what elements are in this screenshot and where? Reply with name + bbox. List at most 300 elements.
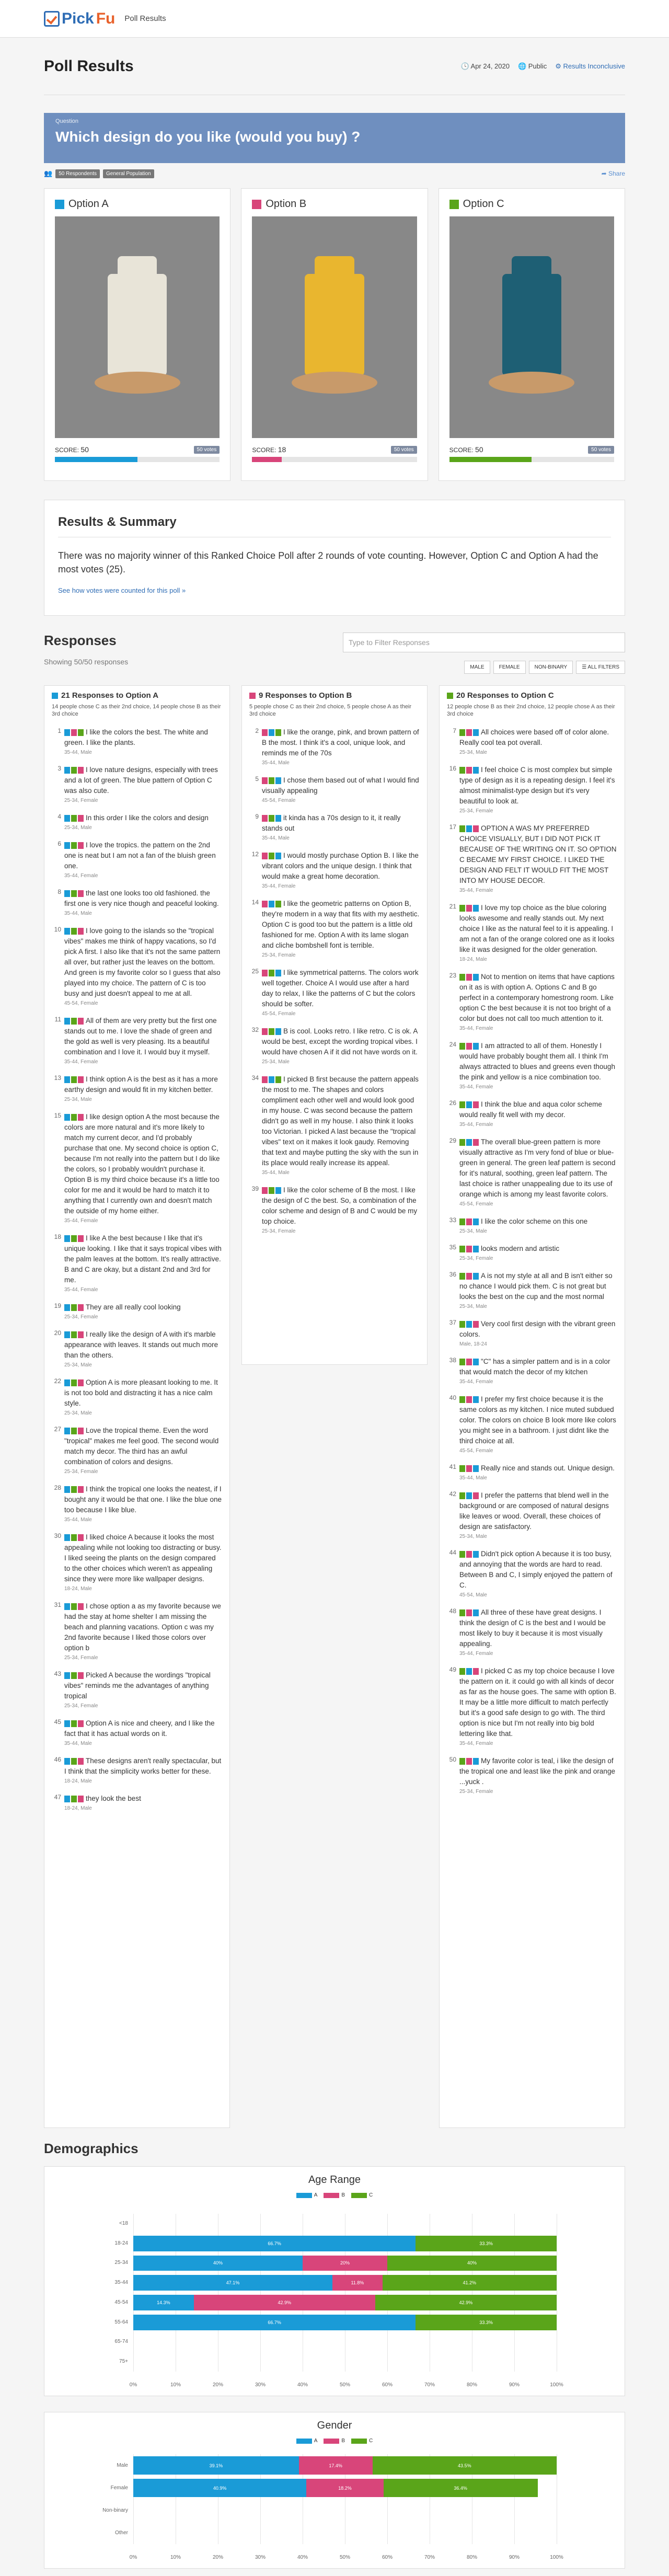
tick-label: 90% bbox=[509, 2555, 520, 2560]
bar-segment: 17.4% bbox=[299, 2456, 373, 2475]
list-item[interactable] bbox=[447, 1607, 617, 1657]
response-text: All three of these have great designs. I think the design of C is the best and I would be most likely to buy it because it is most visually appealing. bbox=[459, 1608, 606, 1648]
tick-label: 60% bbox=[382, 2382, 393, 2388]
tick-label: 80% bbox=[466, 2555, 478, 2560]
option-name: Option B bbox=[266, 198, 307, 210]
respondent-demographic: 35-44, Female bbox=[459, 1741, 493, 1746]
response-text: These designs aren't really spectacular, but I think that the simplicity works better for these. bbox=[64, 1757, 222, 1775]
ranking-icons bbox=[459, 1218, 479, 1225]
response-text: I like the color scheme on this one bbox=[481, 1217, 588, 1225]
response-text: I like the colors the best. The white and green. I like the plants. bbox=[64, 728, 208, 746]
bar-segment: 40% bbox=[133, 2256, 303, 2271]
vote-count-link[interactable]: See how votes were counted for this poll » bbox=[58, 586, 186, 594]
list-item[interactable] bbox=[447, 972, 617, 1031]
respondent-demographic: 45-54, Female bbox=[262, 798, 296, 803]
bar-segment: 20% bbox=[303, 2256, 387, 2271]
list-item[interactable] bbox=[249, 968, 420, 1017]
respondent-demographic: 25-34, Male bbox=[459, 1534, 487, 1539]
ranking-icons bbox=[459, 1043, 479, 1050]
bar-segment: 14.3% bbox=[133, 2295, 194, 2310]
bar-segment: 43.5% bbox=[373, 2456, 557, 2475]
row-label: 45-54 bbox=[114, 2299, 128, 2305]
response-number: 2 bbox=[255, 727, 259, 734]
response-number: 34 bbox=[251, 1074, 259, 1082]
list-item[interactable] bbox=[447, 1041, 617, 1090]
teapot-image bbox=[252, 216, 417, 438]
response-number: 15 bbox=[54, 1112, 61, 1119]
response-text: Really nice and stands out. Unique design. bbox=[481, 1464, 615, 1472]
respondent-demographic: 35-44, Female bbox=[64, 1287, 98, 1293]
ranking-icons bbox=[64, 1720, 84, 1727]
ranking-icons bbox=[262, 970, 281, 976]
response-text: I chose them based out of what I would find visually appealing bbox=[262, 776, 419, 795]
respondent-demographic: 25-34, Female bbox=[459, 1789, 493, 1795]
legend-item: A bbox=[296, 2192, 318, 2198]
respondent-demographic: 35-44, Male bbox=[262, 760, 290, 766]
row-label: Non-binary bbox=[102, 2507, 128, 2513]
list-item[interactable] bbox=[52, 1016, 222, 1065]
response-number: 28 bbox=[54, 1484, 61, 1491]
response-text: OPTION A WAS MY PREFERRED CHOICE VISUALLY, BUT I DID NOT PICK IT BECAUSE OF THE WRITING ON IT. SO OPTION C BECAME MY FIRST CHOICE. I LIKED THE DESIGN AND FELT IT WOULD FIT THE MOST INTO MY HOUSE DECOR. bbox=[459, 824, 617, 884]
respondent-demographic: 25-34, Male bbox=[459, 1304, 487, 1309]
chart-legend bbox=[44, 2438, 625, 2444]
ranking-icons bbox=[64, 890, 84, 897]
option-color-swatch bbox=[52, 693, 58, 699]
respondent-demographic: 35-44, Male bbox=[459, 1475, 487, 1481]
ranking-icons bbox=[459, 1321, 479, 1328]
response-number: 29 bbox=[449, 1137, 456, 1144]
response-number: 26 bbox=[449, 1099, 456, 1107]
respondent-demographic: 18-24, Male bbox=[64, 1806, 92, 1811]
ranking-icons bbox=[64, 1076, 84, 1083]
respondent-demographic: 25-34, Male bbox=[64, 1410, 92, 1416]
ranking-icons bbox=[64, 729, 84, 736]
bar-segment: 66.7% bbox=[133, 2315, 416, 2330]
respondent-demographic: 35-44, Female bbox=[459, 1651, 493, 1657]
respondent-demographic: 25-34, Female bbox=[64, 1469, 98, 1475]
respondent-demographic: 25-34, Male bbox=[262, 1059, 290, 1065]
bar-segment: 66.7% bbox=[133, 2236, 416, 2251]
response-text: In this order I like the colors and design bbox=[86, 814, 209, 822]
list-item[interactable] bbox=[52, 1484, 222, 1523]
list-item[interactable] bbox=[447, 1463, 617, 1481]
response-text: Love the tropical theme. Even the word "tropical" makes me feel good. The second would match my decor. The third has an awful combination of colors and designs. bbox=[64, 1427, 219, 1466]
plot-area bbox=[102, 2454, 563, 2560]
row-label: 55-64 bbox=[114, 2319, 128, 2325]
list-item[interactable] bbox=[249, 899, 420, 958]
ranking-icons bbox=[262, 1076, 281, 1083]
response-number: 11 bbox=[54, 1016, 61, 1023]
response-number: 25 bbox=[251, 968, 259, 975]
respondent-demographic: 25-34, Female bbox=[459, 808, 493, 814]
tick-label: 40% bbox=[297, 2555, 308, 2560]
filter-input[interactable]: Type to Filter Responses bbox=[343, 632, 625, 652]
response-number: 30 bbox=[54, 1532, 61, 1539]
list-item[interactable] bbox=[447, 1099, 617, 1128]
list-item[interactable] bbox=[447, 1490, 617, 1539]
response-text: looks modern and artistic bbox=[481, 1245, 560, 1252]
list-item[interactable] bbox=[52, 926, 222, 1006]
teapot-image bbox=[55, 216, 220, 438]
response-number: 17 bbox=[449, 823, 456, 831]
response-number: 41 bbox=[449, 1463, 456, 1470]
respondent-demographic: 35-44, Female bbox=[64, 1218, 98, 1224]
response-text: Option A is nice and cheery, and I like the fact that it has actual words on it. bbox=[64, 1719, 215, 1738]
all-filters-button[interactable]: ☰ ALL FILTERS bbox=[576, 661, 625, 674]
list-item[interactable] bbox=[447, 1666, 617, 1746]
response-text: Picked A because the wordings "tropical vibes" reminds me the advantages of anything tropical bbox=[64, 1671, 211, 1700]
response-text: I chose option a as my favorite because we had the stay at home shelter I am missing the beach and planning vacations. Option c was my 2nd favorite because I liked those colors over option b bbox=[64, 1602, 221, 1652]
share-link[interactable]: ➦ Share bbox=[601, 170, 625, 177]
list-item[interactable] bbox=[447, 1394, 617, 1454]
list-item[interactable] bbox=[447, 1549, 617, 1598]
list-item[interactable] bbox=[249, 1185, 420, 1234]
respondent-demographic: 25-34, Female bbox=[64, 1314, 98, 1320]
chart-legend bbox=[44, 2192, 625, 2198]
score-readout: SCORE: 50 bbox=[55, 445, 89, 454]
bar-segment: 42.9% bbox=[375, 2295, 557, 2310]
column-description: 12 people chose B as their 2nd choice, 12 people chose A as their 3rd choice bbox=[447, 704, 615, 717]
list-item[interactable] bbox=[52, 765, 222, 803]
tick-label: 10% bbox=[170, 2382, 181, 2388]
list-item[interactable] bbox=[447, 1271, 617, 1309]
response-text: the last one looks too old fashioned. the first one is very nice though and peaceful looking. bbox=[64, 889, 219, 907]
row-label: 75+ bbox=[119, 2359, 128, 2365]
tick-label: 0% bbox=[129, 2382, 137, 2388]
list-item[interactable] bbox=[52, 1329, 222, 1368]
ranking-icons bbox=[64, 1018, 84, 1025]
option-color-swatch bbox=[447, 693, 453, 699]
response-number: 40 bbox=[449, 1394, 456, 1401]
response-number: 16 bbox=[449, 765, 456, 772]
response-number: 13 bbox=[54, 1074, 61, 1082]
respondent-demographic: 25-34, Male bbox=[459, 750, 487, 755]
response-number: 48 bbox=[449, 1607, 456, 1615]
respondent-demographic: 35-44, Female bbox=[262, 883, 296, 889]
response-number: 23 bbox=[449, 972, 456, 979]
score-bar bbox=[449, 457, 614, 462]
response-text: I love my top choice as the blue coloring looks awesome and really stands out. My next choice I like as the natural feel to it is appealing. I am not a fan of the orange colored one as it looks like it was designed for the older generation. bbox=[459, 904, 615, 953]
section-title: Poll Results bbox=[124, 14, 166, 23]
tick-label: 30% bbox=[255, 2555, 266, 2560]
list-item[interactable] bbox=[52, 1532, 222, 1592]
ranking-icons bbox=[64, 1304, 84, 1311]
list-item[interactable] bbox=[52, 1233, 222, 1293]
list-item[interactable] bbox=[52, 888, 222, 916]
response-text: All choices were based off of color alone. Really cool tea pot overall. bbox=[459, 728, 609, 746]
list-item[interactable] bbox=[447, 1244, 617, 1261]
list-item[interactable] bbox=[447, 1756, 617, 1795]
summary-text: There was no majority winner of this Ranked Choice Poll after 2 rounds of vote counting. However, Option C and Option A had the most votes (25). bbox=[58, 550, 598, 574]
response-number: 18 bbox=[54, 1233, 61, 1240]
respondent-demographic: 45-54, Male bbox=[459, 1592, 487, 1598]
list-item[interactable] bbox=[52, 1670, 222, 1709]
age-range-chart bbox=[44, 2166, 625, 2396]
bar-segment: 33.3% bbox=[416, 2236, 557, 2251]
response-text: I like design option A the most because the colors are more natural and it's more likely to match my current decor, and I'd probably purchase that one. My second choice is option C, because I'm not really into the pattern but I do like the colors, so I probably wouldn't purchase it. Option B is my third choice because it's a little too color for me and it would be hard to match it to anything that I currently own and doesn't match the outside of my home either. bbox=[64, 1113, 220, 1215]
response-text: B is cool. Looks retro. I like retro. C is ok. A would be best, except the wording tropical vibes. I would have chosen A if it did not have words on it. bbox=[262, 1027, 418, 1056]
response-text: I prefer the patterns that blend well in the background or are composed of natural designs like leaves or wood. Overall, these choices of design are satisfactory. bbox=[459, 1491, 609, 1531]
respondent-demographic: 35-44, Male bbox=[64, 1741, 92, 1746]
ranking-icons bbox=[459, 1246, 479, 1252]
row-label: 25-34 bbox=[114, 2260, 128, 2266]
list-item[interactable] bbox=[52, 1425, 222, 1475]
list-item[interactable] bbox=[249, 727, 420, 766]
list-item[interactable] bbox=[52, 1302, 222, 1320]
response-number: 5 bbox=[255, 775, 259, 783]
option-card-b[interactable] bbox=[241, 188, 428, 481]
score-bar bbox=[55, 457, 220, 462]
response-text: I am attracted to all of them. Honestly I would have probably bought them all. I think I'm always attracted to blues and greens even though the pink and yellow is a nice combination too. bbox=[459, 1042, 615, 1081]
list-item[interactable] bbox=[447, 1137, 617, 1207]
response-number: 12 bbox=[251, 850, 259, 858]
list-item[interactable] bbox=[447, 1356, 617, 1385]
response-text: I think the tropical one looks the neatest, if I bought any it would be that one. I like the blue one too because I like blue. bbox=[64, 1485, 222, 1514]
list-item[interactable] bbox=[52, 1756, 222, 1784]
ranking-icons bbox=[459, 1465, 479, 1472]
list-item[interactable] bbox=[52, 1793, 222, 1811]
bar-segment: 41.2% bbox=[383, 2275, 557, 2291]
option-name: Option C bbox=[463, 198, 504, 210]
bar-segment: 33.3% bbox=[416, 2315, 557, 2330]
response-number: 14 bbox=[251, 899, 259, 906]
ranking-icons bbox=[459, 1609, 479, 1616]
response-number: 20 bbox=[54, 1329, 61, 1337]
respondent-demographic: 35-44, Female bbox=[459, 1084, 493, 1090]
row-label: <18 bbox=[119, 2220, 128, 2226]
response-text: My favorite color is teal, i like the design of the tropical one and least like the pink and orange ...yuck . bbox=[459, 1757, 615, 1786]
response-text: They are all really cool looking bbox=[86, 1303, 181, 1311]
response-number: 43 bbox=[54, 1670, 61, 1677]
legend-item: A bbox=[296, 2438, 318, 2444]
list-item[interactable] bbox=[249, 1026, 420, 1065]
response-text: I love nature designs, especially with trees and a lot of green. The blue pattern of Option C was also cute. bbox=[64, 766, 218, 795]
response-text: I like the color scheme of B the most. I like the design of C the best. So, a combination of the color scheme and design of B and C would be my top choice. bbox=[262, 1186, 418, 1225]
list-item[interactable] bbox=[447, 903, 617, 962]
respondent-demographic: 45-54, Female bbox=[64, 1000, 98, 1006]
list-item[interactable] bbox=[52, 1074, 222, 1102]
list-item[interactable] bbox=[249, 775, 420, 803]
visibility-label: 🌐 Public bbox=[517, 62, 547, 70]
ranking-icons bbox=[64, 767, 84, 774]
column-heading: 21 Responses to Option A bbox=[61, 691, 159, 700]
question-text: Which design do you like (would you buy) ? bbox=[55, 129, 361, 145]
response-number: 31 bbox=[54, 1601, 61, 1608]
ranking-icons bbox=[64, 928, 84, 935]
response-text: A is not my style at all and B isn't either so no chance I would pick them. C is not great but looks the best on the cup and the most normal bbox=[459, 1272, 613, 1301]
respondent-demographic: 18-24, Male bbox=[64, 1778, 92, 1784]
list-item[interactable] bbox=[447, 765, 617, 814]
response-number: 3 bbox=[57, 765, 61, 772]
ranking-icons bbox=[64, 1603, 84, 1610]
ranking-icons bbox=[262, 901, 281, 907]
tick-label: 60% bbox=[382, 2555, 393, 2560]
list-item[interactable] bbox=[52, 840, 222, 879]
option-card-a[interactable] bbox=[44, 188, 230, 481]
response-number: 37 bbox=[449, 1319, 456, 1326]
respondent-demographic: 35-44, Male bbox=[64, 750, 92, 755]
column-heading: 9 Responses to Option B bbox=[259, 691, 352, 700]
bar-segment: 47.1% bbox=[133, 2275, 332, 2291]
option-color-swatch bbox=[249, 693, 256, 699]
respondent-demographic: 45-54, Female bbox=[459, 1448, 493, 1454]
list-item[interactable] bbox=[249, 1074, 420, 1176]
list-item[interactable] bbox=[52, 813, 222, 831]
response-number: 4 bbox=[57, 813, 61, 820]
response-number: 22 bbox=[54, 1377, 61, 1385]
ranking-icons bbox=[459, 1139, 479, 1146]
question-box bbox=[44, 113, 625, 163]
ranking-icons bbox=[459, 767, 479, 774]
list-item[interactable] bbox=[52, 1601, 222, 1661]
tick-label: 70% bbox=[424, 2382, 435, 2388]
ranking-icons bbox=[262, 1187, 281, 1194]
results-summary bbox=[44, 500, 625, 616]
respondents-icon: 👥 bbox=[44, 169, 53, 177]
bar-segment: 18.2% bbox=[306, 2479, 383, 2497]
ranking-icons bbox=[459, 1668, 479, 1675]
ranking-icons bbox=[64, 1534, 84, 1541]
respondent-demographic: 35-44, Female bbox=[459, 1122, 493, 1128]
response-number: 21 bbox=[449, 903, 456, 910]
list-item[interactable] bbox=[52, 1377, 222, 1416]
response-text: Didn't pick option A because it is too busy, and annoying that the words are hard to read. Between B and C, I simply enjoyed the pattern of C. bbox=[459, 1550, 613, 1589]
tick-label: 50% bbox=[339, 2382, 351, 2388]
response-number: 45 bbox=[54, 1718, 61, 1726]
list-item[interactable] bbox=[52, 1112, 222, 1224]
pickfu-logo[interactable]: Pick Fu bbox=[44, 10, 115, 28]
response-text: All of them are very pretty but the first one stands out to me. I love the shade of green and the gold as well is very pleasing. Its a beautiful combination and I love it. I would buy it myself. bbox=[64, 1017, 217, 1056]
tick-label: 40% bbox=[297, 2382, 308, 2388]
response-number: 9 bbox=[255, 813, 259, 820]
row-label: Female bbox=[110, 2485, 128, 2491]
male-filter-button[interactable]: MALE bbox=[464, 661, 490, 674]
ranking-icons bbox=[459, 1273, 479, 1280]
plot-area bbox=[114, 2214, 563, 2388]
ranking-icons bbox=[459, 1396, 479, 1403]
response-text: I love going to the islands so the "tropical vibes" makes me think of happy vacations, so I'd pick A first. I also like that it's not the same pattern all over, but rather just the leaves on the bottom. And green is my favorite color so I guess that also played into my choice. The pattern of C is too busy and just doesn't appeal to me at all. bbox=[64, 927, 221, 997]
respondents-tag[interactable]: 50 Respondents bbox=[55, 169, 100, 178]
ranking-icons bbox=[459, 974, 479, 981]
list-item[interactable] bbox=[447, 1216, 617, 1234]
response-number: 19 bbox=[54, 1302, 61, 1309]
chart-title: Age Range bbox=[308, 2174, 361, 2186]
nonbinary-filter-button[interactable]: NON-BINARY bbox=[529, 661, 573, 674]
response-text: I liked choice A because it looks the most appealing while not looking too distracting or busy. I liked seeing the plants on the design compared to the other choices which weren't as appealing since they were more like wallpaper designs. bbox=[64, 1533, 222, 1583]
logo-check-icon bbox=[44, 11, 60, 27]
female-filter-button[interactable]: FEMALE bbox=[493, 661, 526, 674]
list-item[interactable] bbox=[447, 727, 617, 755]
responses-title: Responses bbox=[44, 632, 117, 648]
respondent-demographic: 25-34, Female bbox=[64, 798, 98, 803]
showing-count: Showing 50/50 responses bbox=[44, 658, 129, 666]
row-label: 18-24 bbox=[114, 2240, 128, 2246]
ranking-icons bbox=[262, 1028, 281, 1035]
option-c-responses bbox=[439, 685, 625, 2128]
response-number: 24 bbox=[449, 1041, 456, 1048]
row-label: Male bbox=[117, 2462, 128, 2468]
response-number: 46 bbox=[54, 1756, 61, 1763]
ranking-icons bbox=[64, 1796, 84, 1802]
tick-label: 20% bbox=[212, 2555, 224, 2560]
list-item[interactable] bbox=[447, 1319, 617, 1347]
chart-title: Gender bbox=[317, 2420, 352, 2431]
response-number: 39 bbox=[251, 1185, 259, 1192]
response-number: 49 bbox=[449, 1666, 456, 1673]
response-number: 33 bbox=[449, 1216, 456, 1224]
response-number: 7 bbox=[453, 727, 456, 734]
legend-item: C bbox=[351, 2438, 373, 2444]
response-number: 6 bbox=[57, 840, 61, 847]
ranking-icons bbox=[459, 729, 479, 736]
legend-item: B bbox=[324, 2192, 345, 2198]
votes-badge: 50 votes bbox=[194, 446, 220, 454]
respondent-demographic: 35-44, Female bbox=[64, 1059, 98, 1065]
response-text: I like the orange, pink, and brown pattern of B the most. I think it's a cool, unique look, and reminds me of the 70s bbox=[262, 728, 419, 757]
list-item[interactable] bbox=[52, 1718, 222, 1746]
respondent-demographic: 25-34, Female bbox=[459, 1256, 493, 1261]
ranking-icons bbox=[459, 825, 479, 832]
tick-label: 20% bbox=[212, 2382, 224, 2388]
column-description: 14 people chose C as their 2nd choice, 14 people chose B as their 3rd choice bbox=[52, 704, 221, 717]
audience-tag[interactable]: General Population bbox=[103, 169, 154, 178]
score-readout: SCORE: 18 bbox=[252, 445, 286, 454]
response-number: 38 bbox=[449, 1356, 456, 1364]
ranking-icons bbox=[64, 1672, 84, 1679]
option-color-swatch bbox=[55, 200, 64, 209]
respondent-demographic: 25-34, Female bbox=[262, 952, 296, 958]
option-card-c[interactable] bbox=[439, 188, 625, 481]
response-number: 8 bbox=[57, 888, 61, 895]
tick-label: 80% bbox=[466, 2382, 478, 2388]
ranking-icons bbox=[459, 1101, 479, 1108]
ranking-icons bbox=[64, 1331, 84, 1338]
votes-badge: 50 votes bbox=[588, 446, 614, 454]
response-number: 10 bbox=[54, 926, 61, 933]
ranking-icons bbox=[262, 853, 281, 859]
tick-label: 50% bbox=[339, 2555, 351, 2560]
ranking-icons bbox=[64, 1235, 84, 1242]
list-item[interactable] bbox=[447, 823, 617, 893]
ranking-icons bbox=[64, 842, 84, 849]
ranking-icons bbox=[459, 1758, 479, 1765]
list-item[interactable] bbox=[249, 813, 420, 841]
ranking-icons bbox=[459, 1492, 479, 1499]
response-text: I feel choice C is most complex but simple type of design as it is a repeating design. I feel it's almost minimalist-type design but it's very beautiful to look at. bbox=[459, 766, 615, 805]
response-text: Not to mention on items that have captions on it as is with option A. Options C and B go perfect in a contemporary homestrong room. Like option C the best because it is not too bright of a color but does not call too much attention to it. bbox=[459, 973, 615, 1022]
ranking-icons bbox=[459, 1359, 479, 1365]
respondent-demographic: 25-34, Male bbox=[459, 1228, 487, 1234]
respondent-demographic: 35-44, Female bbox=[459, 1026, 493, 1031]
respondent-demographic: 25-34, Female bbox=[64, 1703, 98, 1709]
teapot-image bbox=[449, 216, 614, 438]
list-item[interactable] bbox=[249, 850, 420, 889]
results-status[interactable]: ⚙ Results Inconclusive bbox=[555, 62, 625, 70]
response-number: 36 bbox=[449, 1271, 456, 1278]
ranking-icons bbox=[262, 815, 281, 822]
respondent-demographic: 35-44, Male bbox=[64, 1517, 92, 1523]
ranking-icons bbox=[64, 1758, 84, 1765]
respondent-demographic: 45-54, Female bbox=[262, 1011, 296, 1017]
response-text: Very cool first design with the vibrant green colors. bbox=[459, 1320, 616, 1338]
demographics-title: Demographics bbox=[44, 2141, 139, 2156]
page-title: Poll Results bbox=[44, 57, 134, 75]
list-item[interactable] bbox=[52, 727, 222, 755]
bar-segment: 11.8% bbox=[332, 2275, 382, 2291]
tick-label: 10% bbox=[170, 2555, 181, 2560]
score-readout: SCORE: 50 bbox=[449, 445, 483, 454]
response-number: 47 bbox=[54, 1793, 61, 1801]
